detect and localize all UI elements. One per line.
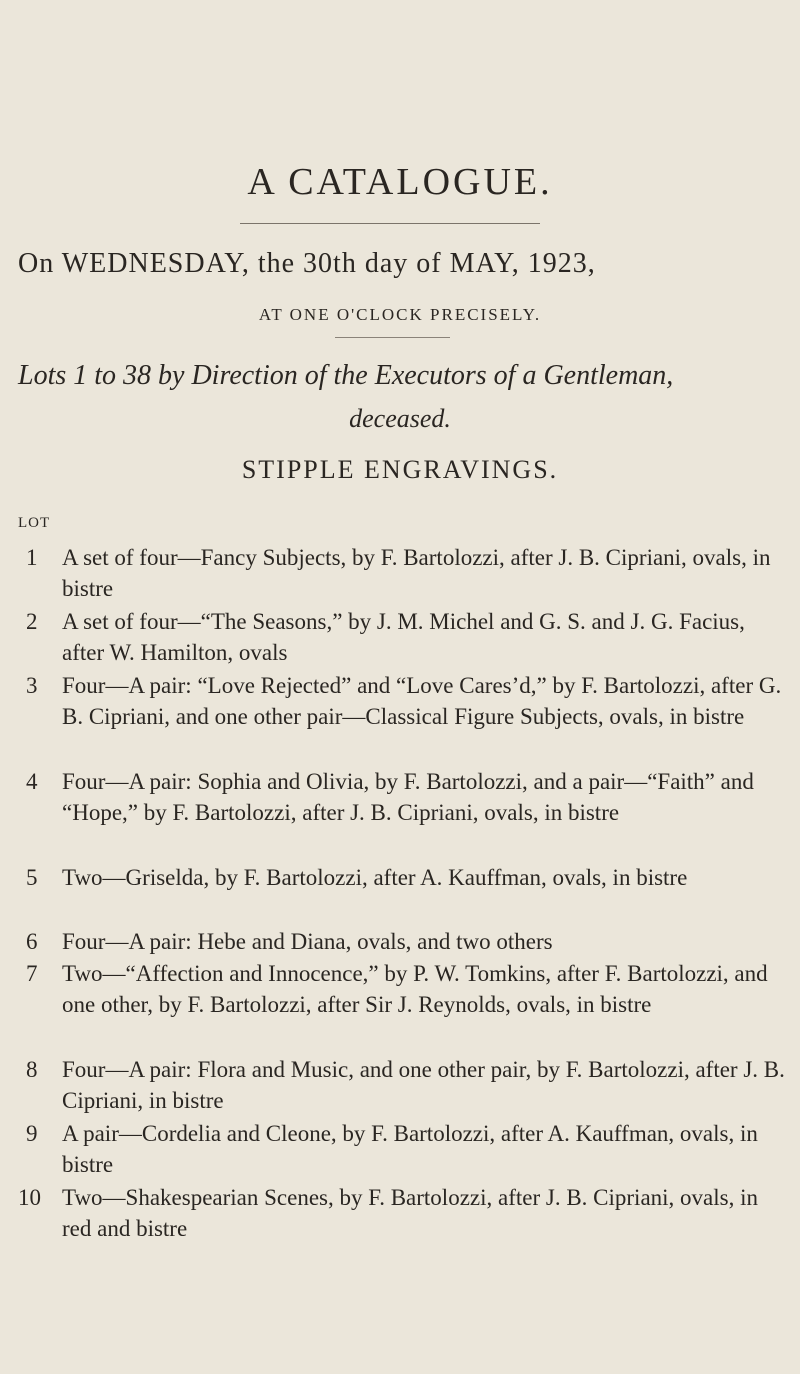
lot-description: Two—Shakespearian Scenes, by F. Bartolozzi, after J. B. Cipriani, ovals, in red and bistre bbox=[62, 1185, 758, 1241]
lot-description: Four—A pair: Sophia and Olivia, by F. Bartolozzi, and a pair—“Faith” and “Hope,” by F. Bartolozzi, after J. B. Cipriani, ovals, in bistre bbox=[62, 769, 754, 825]
lot-number: 5 bbox=[26, 865, 38, 890]
catalogue-heading: A CATALOGUE. bbox=[247, 161, 553, 203]
lot-number: 1 bbox=[26, 545, 38, 570]
lot-number: 8 bbox=[26, 1057, 38, 1082]
lot-description: Two—“Affection and Innocence,” by P. W. Tomkins, after F. Bartolozzi, and one other, by F. Bartolozzi, after Sir J. Reynolds, ovals, in bistre bbox=[62, 961, 768, 1017]
deceased-line: deceased. bbox=[349, 404, 451, 433]
lot-description: A set of four—“The Seasons,” by J. M. Michel and G. S. and J. G. Facius, after W. Hamilton, ovals bbox=[62, 609, 745, 665]
lot-number: 9 bbox=[26, 1121, 38, 1146]
lot-number: 4 bbox=[26, 769, 38, 794]
lot-description: Four—A pair: Hebe and Diana, ovals, and two others bbox=[62, 929, 553, 954]
section-rule bbox=[335, 337, 450, 338]
lot-description: Four—A pair: “Love Rejected” and “Love Cares’d,” by F. Bartolozzi, after G. B. Cipriani, and one other pair—Classical Figure Subjects, ovals, in bistre bbox=[62, 673, 782, 729]
lot-number: 7 bbox=[26, 961, 38, 986]
lot-column-label: LOT bbox=[18, 515, 51, 531]
sale-time-line: AT ONE O'CLOCK PRECISELY. bbox=[258, 305, 542, 324]
lot-description: Four—A pair: Flora and Music, and one other pair, by F. Bartolozzi, after J. B. Cipriani, in bistre bbox=[62, 1057, 785, 1113]
lot-number: 6 bbox=[26, 929, 38, 954]
lot-number: 3 bbox=[26, 673, 38, 698]
lot-description: A set of four—Fancy Subjects, by F. Bartolozzi, after J. B. Cipriani, ovals, in bistre bbox=[62, 545, 771, 601]
lot-description: Two—Griselda, by F. Bartolozzi, after A. Kauffman, ovals, in bistre bbox=[62, 865, 688, 890]
lot-description: A pair—Cordelia and Cleone, by F. Bartolozzi, after A. Kauffman, ovals, in bistre bbox=[62, 1121, 758, 1177]
section-title: STIPPLE ENGRAVINGS. bbox=[241, 455, 559, 484]
direction-line: Lots 1 to 38 by Direction of the Executors of a Gentleman, bbox=[18, 360, 674, 391]
heading-rule bbox=[240, 223, 540, 224]
lot-number: 2 bbox=[26, 609, 38, 634]
lot-number: 10 bbox=[18, 1185, 41, 1210]
sale-date-line: On WEDNESDAY, the 30th day of MAY, 1923, bbox=[18, 248, 596, 279]
